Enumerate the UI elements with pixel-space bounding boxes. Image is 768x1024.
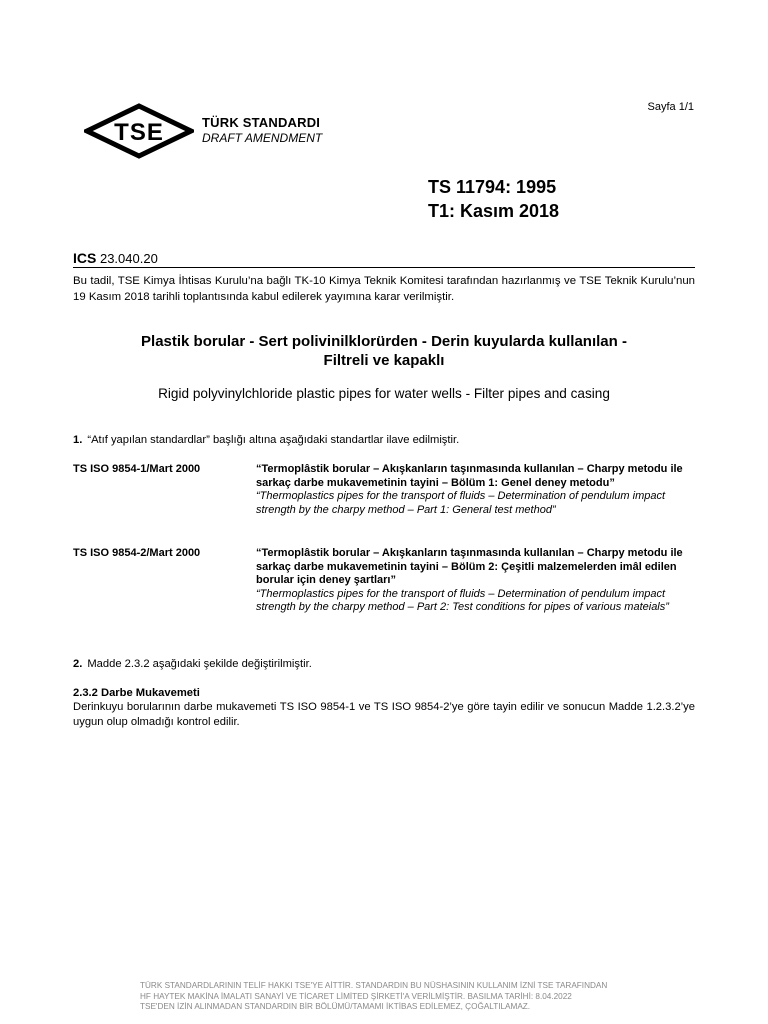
reference-1-body xyxy=(256,463,696,517)
intro-paragraph: Bu tadil, TSE Kimya İhtisas Kurulu’na bağlı TK-10 Kimya Teknik Komitesi tarafından hazırlanmış ve TSE Teknik Kurulu’nun 19 Kasım 2018 tarihli toplantısında kabul edilerek yayımına karar verilmiştir. xyxy=(73,275,695,303)
item-1-text: “Atıf yapılan standardlar” başlığı altına aşağıdaki standartlar ilave edilmiştir. xyxy=(87,434,460,446)
reference-2-title-tr: “Termoplâstik borular – Akışkanların taşınmasında kullanılan – Charpy metodu ile sarkaç darbe mukavemetinin tayini – Bölüm 2: Çeşitli malzemelerden imâl edilen borular için deney şartları” xyxy=(256,547,683,586)
item-2-text: Madde 2.3.2 aşağıdaki şekilde değiştirilmiştir. xyxy=(87,658,312,670)
item-1 xyxy=(73,434,695,446)
ics-value: 23.040.20 xyxy=(99,251,158,266)
brand-title: TÜRK STANDARDI xyxy=(202,115,321,130)
page-number: Sayfa 1/1 xyxy=(647,101,694,113)
title-english: Rigid polyvinylchloride plastic pipes for water wells - Filter pipes and casing xyxy=(158,386,610,401)
ics-line xyxy=(73,250,158,266)
brand-subtitle: DRAFT AMENDMENT xyxy=(202,131,323,145)
tse-logo-icon xyxy=(84,103,194,159)
title-turkish-line2: Filtreli ve kapaklı xyxy=(323,352,445,369)
standard-code xyxy=(428,175,559,223)
standard-code-line1: TS 11794: 1995 xyxy=(428,177,557,197)
reference-1-code: TS ISO 9854-1/Mart 2000 xyxy=(73,463,201,475)
footer-line3: TSE'DEN İZİN ALINMADAN STANDARDIN BİR BÖLÜMÜ/TAMAMI İKTİBAS EDİLEMEZ, ÇOĞALTILAMAZ. xyxy=(140,1002,531,1011)
copyright-footer xyxy=(140,981,660,1013)
footer-line2: HF HAYTEK MAKİNA İMALATI SANAYİ VE TİCARET LİMİTED ŞİRKETİ'A VERİLMİŞTİR. BASILMA TARİHİ: 8.04.2022 xyxy=(140,991,572,1001)
title-turkish-line1: Plastik borular - Sert polivinilklorürden - Derin kuyularda kullanılan - xyxy=(141,333,627,350)
section-body: Derinkuyu borularının darbe mukavemeti TS ISO 9854-1 ve TS ISO 9854-2’ye göre tayin edilir ve sonucun Madde 1.2.3.2’ye uygun olup olmadığı kontrol edilir. xyxy=(73,701,695,728)
reference-2-body xyxy=(256,547,696,615)
title-turkish xyxy=(73,332,695,370)
item-2 xyxy=(73,658,695,670)
reference-1-title-tr: “Termoplâstik borular – Akışkanların taşınmasında kullanılan – Charpy metodu ile sarkaç darbe mukavemetinin tayini – Bölüm 1: Genel deney metodu” xyxy=(256,463,683,489)
divider-rule xyxy=(73,267,695,268)
brand-block xyxy=(202,115,322,145)
ics-label: ICS xyxy=(73,250,97,266)
standard-code-line2: T1: Kasım 2018 xyxy=(428,201,560,221)
reference-1-title-en: “Thermoplastics pipes for the transport of fluids – Determination of pendulum impact strength by the charpy method – Part 1: General test method” xyxy=(256,490,666,516)
item-2-number: 2. xyxy=(73,658,83,670)
reference-2-code: TS ISO 9854-2/Mart 2000 xyxy=(73,547,201,559)
reference-2-title-en: “Thermoplastics pipes for the transport of fluids – Determination of pendulum impact strength by the charpy method – Part 2: Test conditions for pipes of various mateials” xyxy=(256,587,669,613)
footer-line1: TÜRK STANDARDLARININ TELİF HAKKI TSE'YE AİTTİR. STANDARDIN BU NÜSHASININ KULLANIM İZNİ TSE TARAFINDAN xyxy=(140,981,608,990)
tse-logo-text: TSE xyxy=(114,119,164,146)
item-1-number: 1. xyxy=(73,434,83,446)
section-heading: 2.3.2 Darbe Mukavemeti xyxy=(73,687,200,699)
